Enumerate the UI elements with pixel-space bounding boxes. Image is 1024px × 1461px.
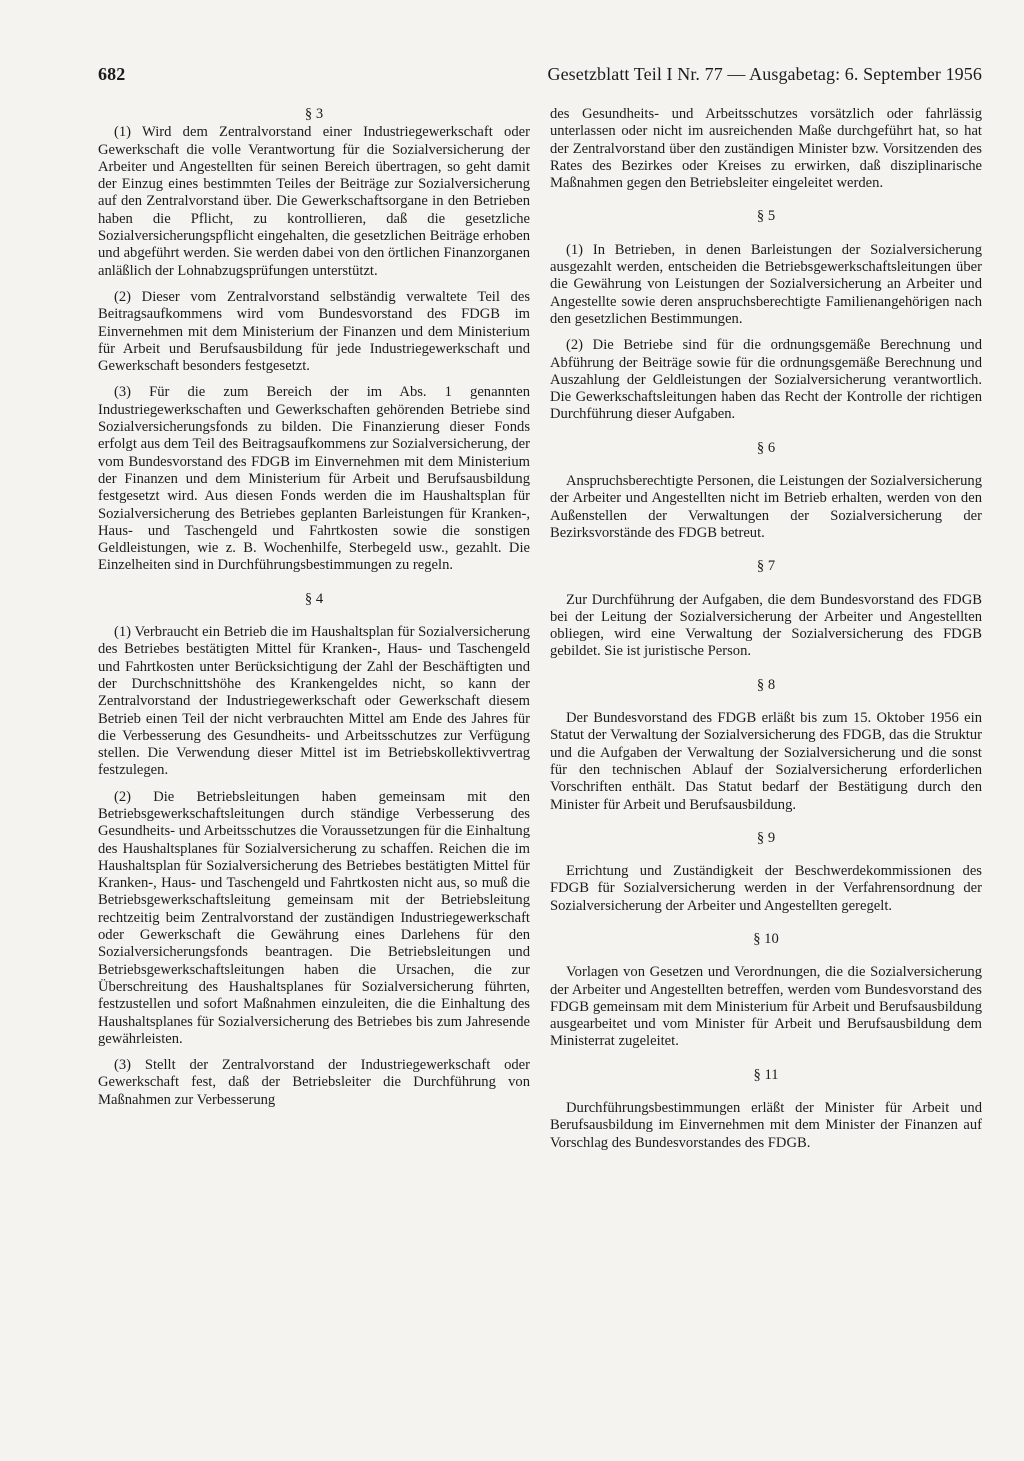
section-heading-7: § 7	[756, 558, 776, 575]
paragraph: (2) Dieser vom Zentralvorstand selbständig verwaltete Teil des Beitragsaufkommens wird vom Bundesvorstand des FDGB im Einvernehmen mit dem Ministerium der Finanzen und dem Ministerium für Arbeit und Berufsausbildung für jede Industriegewerkschaft und Gewerkschaft besonders festgesetzt.	[98, 288, 530, 375]
paragraph: (2) Die Betriebe sind für die ordnungsgemäße Berechnung und Abführung der Beiträge sowie für die ordnungsgemäße Berechnung und Auszahlung der Geldleistungen der Sozialversicherung verantwortlich. Die Gewerkschaftsleitungen haben das Recht der Kontrolle der richtigen Durchführung dieser Aufgaben.	[550, 337, 982, 423]
paragraph-continued: des Gesundheits- und Arbeitsschutzes vorsätzlich oder fahrlässig unterlassen oder nicht im ausreichenden Maße durchgeführt hat, so hat der Zentralvorstand über den zuständigen Minister bzw. Vorsitzenden des Rates des Bezirkes oder Kreises zu erwirken, daß disziplinarische Maßnahmen gegen den Betriebsleiter eingeleitet werden.	[550, 106, 982, 192]
paragraph: Vorlagen von Gesetzen und Verordnungen, die die Sozialversicherung der Arbeiter und Angestellten betreffen, werden vom Bundesvorstand des FDGB gemeinsam mit dem Ministerium für Arbeit und Berufsausbildung ausgearbeitet und vom Minister für Arbeit und Berufsausbildung dem Ministerrat zugeleitet.	[550, 964, 982, 1050]
paragraph: (3) Stellt der Zentralvorstand der Industriegewerkschaft oder Gewerkschaft fest, daß der Betriebsleiter die Durchführung von Maßnahmen zur Verbesserung	[98, 1057, 530, 1108]
section-heading-4: § 4	[304, 590, 324, 607]
paragraph: (1) Verbraucht ein Betrieb die im Haushaltsplan für Sozialversicherung des Betriebes bestätigten Mittel für Kranken-, Haus- und Taschengeld und Fahrtkosten unter Berücksichtigung der Zahl der Beschäftigten und der Durchschnittshöhe des Krankengeldes nicht, so kann der Zentralvorstand der Industriegewerkschaft oder Gewerkschaft diesem Betrieb einen Teil der nicht verbrauchten Mittel am Ende des Jahres für die Verbesserung des Gesundheits- und Arbeitsschutzes zur Verfügung stellen. Die Verwendung dieser Mittel ist im Betriebskollektivvertrag festzulegen.	[98, 624, 530, 779]
paragraph: (1) Wird dem Zentralvorstand einer Industriegewerkschaft oder Gewerkschaft die volle Verantwortung für die Sozialversicherung der Arbeiter und Angestellten für seinen Bereich übertragen, so geht damit der Einzug eines bestimmten Teiles der Beiträge zur Sozialversicherung auf den Zentralvorstand über. Die Gewerkschaftsorgane in den Betrieben haben die Pflicht, zu kontrollieren, daß die gesetzliche Sozialversicherungspflicht eingehalten, die gesetzlichen Beiträge erhoben und abgeführt werden. Sie werden dabei von den örtlichen Finanzorganen anläßlich der Lohnabzugsprüfungen unterstützt.	[98, 124, 530, 279]
section-heading-3: § 3	[304, 106, 324, 122]
left-column	[98, 106, 530, 1152]
paragraph: (2) Die Betriebsleitungen haben gemeinsam mit den Betriebsgewerkschaftsleitungen durch ständige Verbesserung des Gesundheits- und Arbeitsschutzes die Voraussetzungen für die Einhaltung des Haushaltsplanes für Sozialversicherung zu schaffen. Reichen die im Haushaltsplan für Sozialversicherung des Betriebes bestätigten Mittel für Kranken-, Haus- und Taschengeld und Fahrtkosten nicht aus, so muß die Betriebsgewerkschaftsleitung gemeinsam mit der Betriebsleitung rechtzeitig beim Zentralvorstand der zuständigen Industriegewerkschaft oder Gewerkschaft die Gewährung eines Darlehens für den Sozialversicherungsfonds beantragen. Die Betriebsleitungen und Betriebsgewerkschaftsleitungen haben die Ursachen, die zur Überschreitung des Haushaltsplanes für Sozialversicherung führten, festzustellen und sofort Maßnahmen einzuleiten, die die Einhaltung des Haushaltsplanes für Sozialversicherung des Betriebes bis zum Jahresende gewährleisten.	[98, 788, 530, 1047]
paragraph: Zur Durchführung der Aufgaben, die dem Bundesvorstand des FDGB bei der Leitung der Sozialversicherung der Arbeiter und Angestellten obliegen, wird eine Verwaltung der Sozialversicherung des FDGB gebildet. Sie ist juristische Person.	[550, 591, 982, 660]
right-column	[550, 106, 982, 1152]
page-number: 682	[98, 64, 126, 84]
section-heading-8: § 8	[756, 676, 776, 693]
paragraph: (3) Für die zum Bereich der im Abs. 1 genannten Industriegewerkschaften und Gewerkschaften gehörenden Betriebe sind Sozialversicherungsfonds zu bilden. Die Finanzierung dieser Fonds erfolgt aus dem Teil des Beitragsaufkommens zur Sozialversicherung, der vom Bundesvorstand des FDGB im Einvernehmen mit dem Ministerium der Finanzen und dem Ministerium für Arbeit und Berufsausbildung festgesetzt wird. Aus diesen Fonds werden die im Haushaltsplan für Sozialversicherung des Betriebes geplanten Barleistungen für Kranken-, Haus- und Taschengeld und Fahrtkosten sowie die sonstigen Geldleistungen, wie z. B. Wochenhilfe, Sterbegeld usw., gezahlt. Die Einzelheiten sind in Durchführungsbestimmungen zu regeln.	[98, 384, 530, 574]
section-heading-9: § 9	[756, 829, 776, 846]
section-heading-6: § 6	[756, 439, 776, 456]
paragraph: Errichtung und Zuständigkeit der Beschwerdekommissionen des FDGB für Sozialversicherung werden in der Verfahrensordnung der Sozialversicherung der Arbeiter und Angestellten geregelt.	[550, 863, 982, 914]
section-heading-10: § 10	[753, 930, 779, 947]
text-columns	[98, 106, 982, 1152]
running-title: Gesetzblatt Teil I Nr. 77 — Ausgabetag: 6. September 1956	[547, 64, 982, 84]
paragraph: Der Bundesvorstand des FDGB erläßt bis zum 15. Oktober 1956 ein Statut der Verwaltung der Sozialversicherung des FDGB, das die Struktur und die Aufgaben der Verwaltung der Sozialversicherung und die sonst für den technischen Ablauf der Sozialversicherung erforderlichen Vorschriften enthält. Das Statut bedarf der Bestätigung durch den Minister für Arbeit und Berufsausbildung.	[550, 710, 982, 813]
paragraph: Anspruchsberechtigte Personen, die Leistungen der Sozialversicherung der Arbeiter und Angestellten nicht im Betrieb erhalten, werden von den Außenstellen der Verwaltungen der Sozialversicherung der Bezirksvorstände des FDGB betreut.	[550, 473, 982, 541]
section-heading-11: § 11	[753, 1066, 779, 1083]
paragraph: (1) In Betrieben, in denen Barleistungen der Sozialversicherung ausgezahlt werden, entscheiden die Betriebsgewerkschaftsleitungen über die Gewährung von Leistungen der Sozialversicherung an Arbeiter und Angestellte sowie deren anspruchsberechtigte Familienangehörigen nach den gesetzlichen Bestimmungen.	[550, 241, 982, 327]
page-header	[98, 64, 982, 90]
paragraph: Durchführungsbestimmungen erläßt der Minister für Arbeit und Berufsausbildung im Einvernehmen mit dem Minister der Finanzen auf Vorschlag des Bundesvorstandes des FDGB.	[550, 1100, 982, 1151]
document-page	[98, 64, 982, 1152]
section-heading-5: § 5	[756, 208, 776, 225]
